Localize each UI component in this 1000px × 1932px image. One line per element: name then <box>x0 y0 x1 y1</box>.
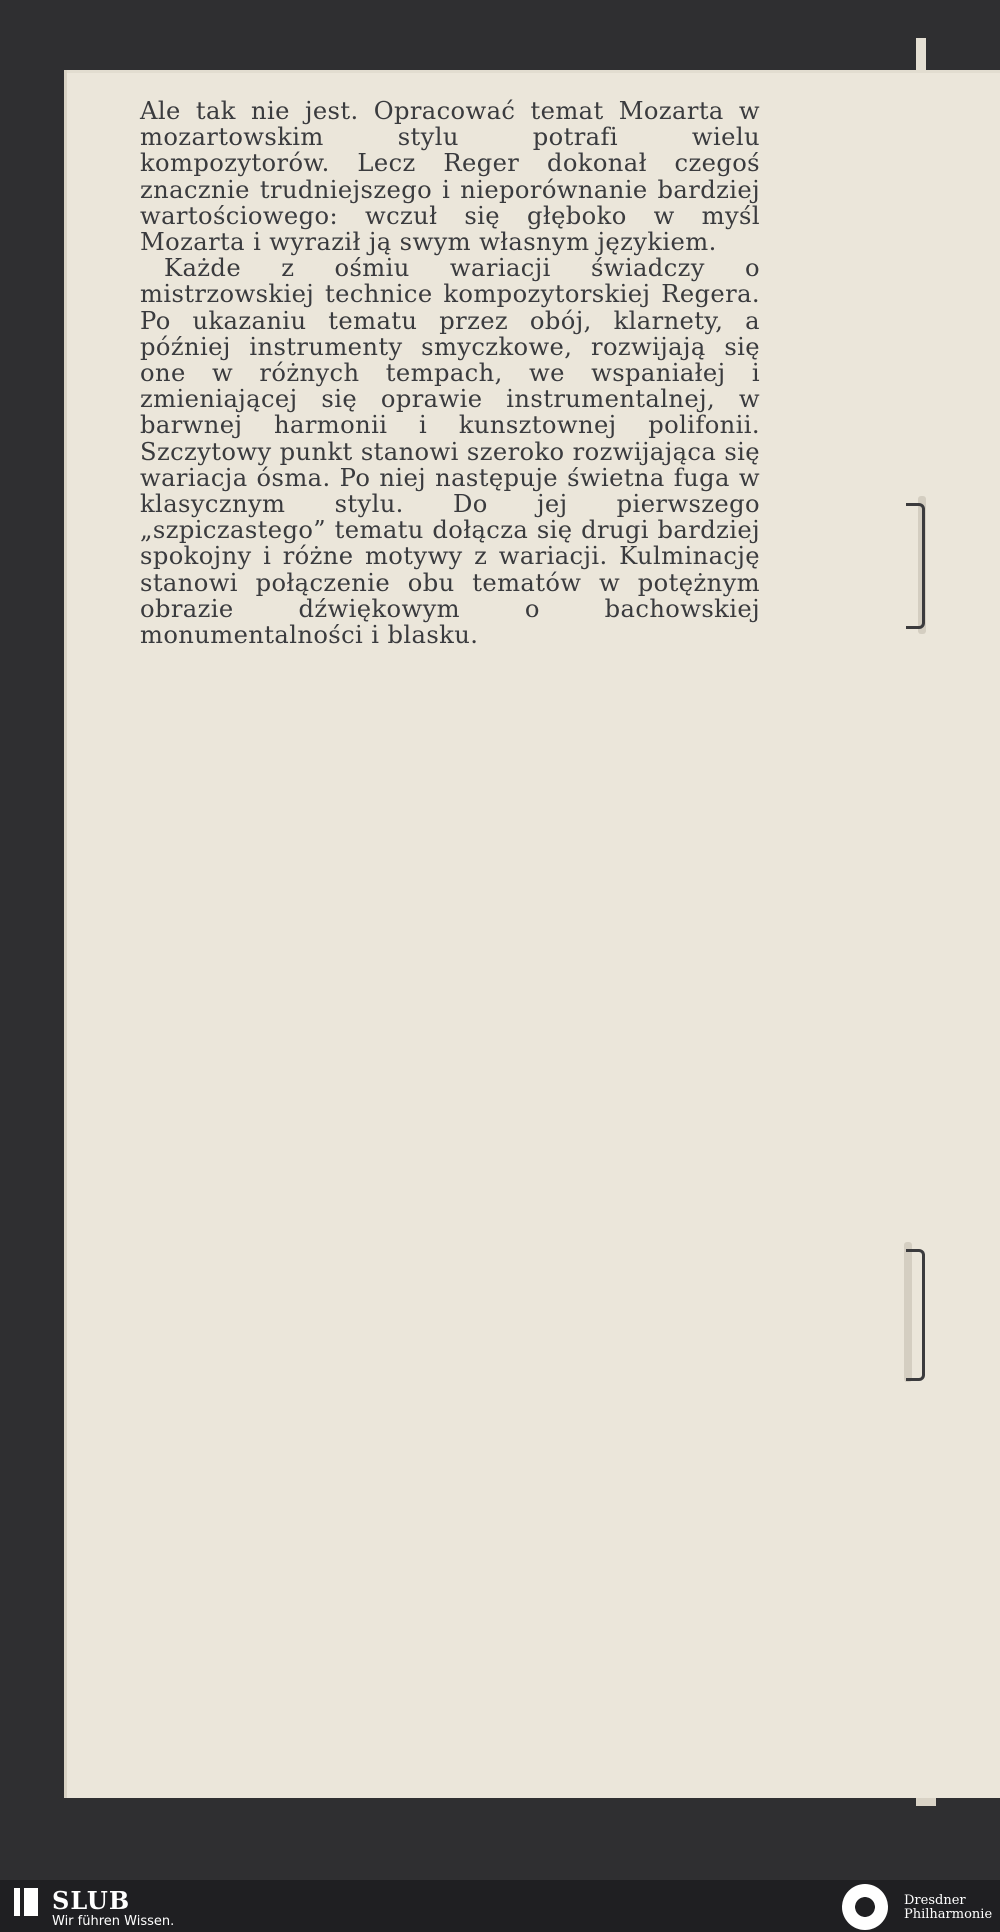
paragraph-1: Ale tak nie jest. Opracować temat Mozarta w mozartowskim stylu potrafi wielu kompozytorów. Lecz Reger dokonał czegoś znacznie trudniejszego i nieporównanie bardziej wartościowego: wczuł się głęboko w myśl Mozarta i wyraził ją swym własnym językiem. <box>140 97 760 257</box>
slub-tagline: Wir führen Wissen. <box>52 1914 175 1929</box>
slub-book-icon[interactable] <box>14 1888 38 1916</box>
staple-lower <box>906 1249 925 1381</box>
document-text <box>140 98 760 648</box>
paragraph-2: Każde z ośmiu wariacji świadczy o mistrzowskiej technice kompozytorskiej Regera. Po ukazaniu tematu przez obój, klarnety, a później instrumenty smyczkowe, rozwijają się one w różnych tempach, we wspaniałej i zmieniającej się oprawie instrumentalnej, w barwnej harmonii i kunsztownej polifonii. Szczytowy punkt stanowi szeroko rozwijająca się wariacja ósma. Po niej następuje świetna fuga w klasycznym stylu. Do jej pierwszego „szpiczastego” tematu dołącza się drugi bardziej spokojny i różne motywy z wariacji. Kulminację stanowi połączenie obu tematów w potężnym obrazie dźwiękowym o bachowskiej monumentalności i blasku. <box>140 254 760 650</box>
slub-logo-text[interactable]: SLUB <box>52 1886 131 1915</box>
philharmonie-sun-icon[interactable] <box>842 1884 888 1930</box>
staple-upper <box>906 503 925 629</box>
philharmonie-logo-text[interactable] <box>904 1894 1000 1922</box>
partner-line-1: Dresdner <box>904 1893 966 1908</box>
page-edge-top <box>916 38 926 70</box>
page-edge-bottom <box>916 1798 936 1806</box>
partner-line-2: Philharmonie <box>904 1907 993 1922</box>
footer-bar <box>0 1880 1000 1932</box>
